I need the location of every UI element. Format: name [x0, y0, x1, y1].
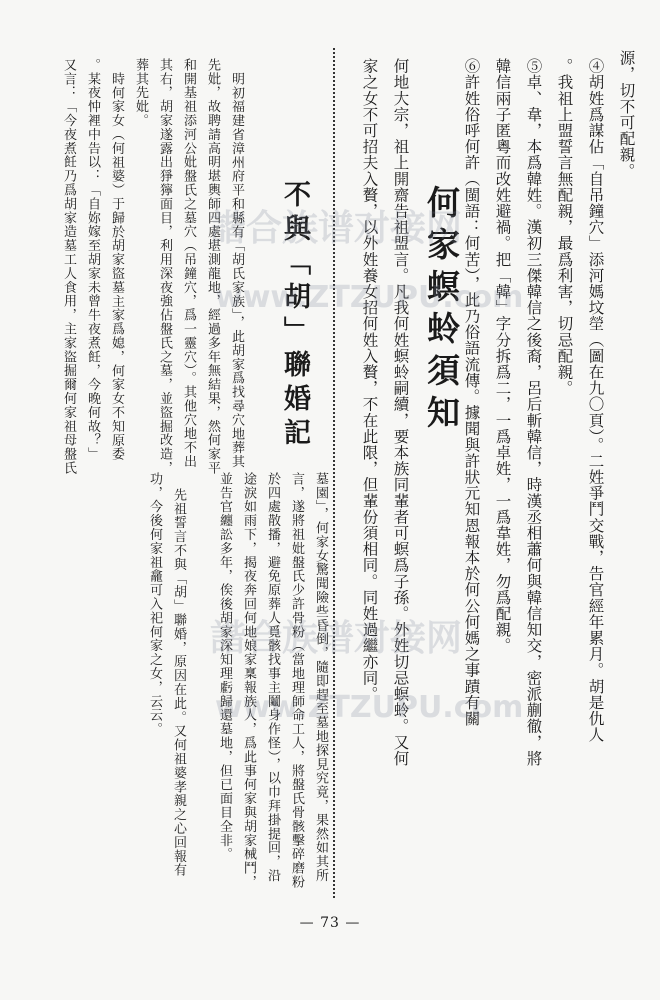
- text-column: 。我祖上盟誓言無配親，最爲利害，切忌配親。: [555, 58, 574, 397]
- text-column: 。某夜忡裡中告以：「自妳嫁至胡家未曾牛夜煮飪，今晚何故？」: [85, 58, 100, 462]
- text-column: 明初福建省漳州府平和縣有「胡氏家族」，此胡家爲找尋穴地葬其: [229, 72, 244, 469]
- text-column: 途淚如雨下，揭夜奔回何地娘家稟報族人，爲此事何家與胡家械鬥，: [241, 472, 256, 889]
- text-column: 家之女不可招夫入贅，以外姓養女招何姓入贅，不在此限，但輩份須相同。同姓過繼亦同。: [360, 58, 379, 702]
- watermark-url: www.ZTZUPU.com: [215, 690, 524, 725]
- text-column: 功，今後何家祖龕可入祀何家之女，云云。: [147, 472, 162, 737]
- text-column: 先妣，故聘請高明堪輿師四處堪測龍地，經過多年無結果，然何家平: [205, 58, 220, 475]
- text-column: ④胡姓爲謀佔「自吊鐘穴」添河媽坟塋（圖在九〇頁）。二姓爭鬥交戰，告官經年累月。胡是仇人: [586, 58, 605, 743]
- text-column: 韓信兩子匿粵而改姓避禍。把「韓」字分拆爲二，一爲卓姓，一爲韋姓，勿爲配親。: [493, 58, 512, 654]
- page-number: — 73 —: [299, 915, 361, 931]
- watermark-text: 諧合族谱对接网: [210, 208, 463, 249]
- text-column: ⑥許姓俗呼何許（閩語：何苦），此乃俗語流傳。據聞與許狀元知恩報本於何公何媽之事蹟有關: [462, 58, 481, 727]
- watermark-text: 諧合族谱对接网: [210, 618, 463, 659]
- text-column: 時何家女（何祖婆）于歸於胡家盜墓主家爲媳，何家女不知原委: [109, 72, 124, 462]
- section-title: 何家螟蛉須知: [422, 185, 461, 437]
- text-column: 和開基祖添河公妣盤氏之墓穴（吊鐘穴，爲一靈穴）。其他穴地不出: [181, 58, 196, 469]
- text-column: 源，切不可配親。: [617, 50, 636, 179]
- text-column: ⑤卓、韋，本爲韓姓。漢初三傑韓信之後裔，呂后斬韓信，時漢丞相蕭何與韓信知交，密派蒯徹，將: [524, 58, 543, 767]
- section-divider: [333, 48, 335, 898]
- section-title: 不與「胡」聯婚記: [279, 180, 310, 452]
- watermark-url: www.ZTZUPU.com: [215, 280, 524, 315]
- text-column: 葬其先妣。: [133, 58, 148, 128]
- text-column: 並告官纏訟多年，俟後胡家深知理虧歸還墓地，但已面目全非。: [217, 472, 232, 862]
- text-column: 於四處散播，避免原葬人覓骸找事主鬮身作怪），以巾拜掛提回，沿: [265, 472, 280, 883]
- text-column: 言，遂將祖妣盤氏少許骨粉（當地理師命工人，將盤氏骨骸擊碎磨粉: [289, 472, 304, 889]
- text-column: 又言：「今夜煮飪乃爲胡家造墓工人食用，主家盜掘爾何家祖母盤氏: [61, 58, 76, 475]
- text-column: 先祖誓言不與「胡」聯婚，原因在此。又何祖婆孝親之心回報有: [171, 488, 186, 878]
- text-column: 其右，胡家遂露出猙獰面目，利用深夜強佔盤氏之墓，並盜掘改造，: [157, 58, 172, 475]
- text-column: 墓園」，何家女驚聞險些昏倒，隨即趕至墓地探見究竟，果然如其所: [313, 472, 328, 883]
- text-column: 何地大宗，祖上開齋告祖盟言。凡我何姓螟蛉嗣續，要本族同輩者可螟爲子孫。外姓切忌螟蛉。又何: [391, 58, 410, 767]
